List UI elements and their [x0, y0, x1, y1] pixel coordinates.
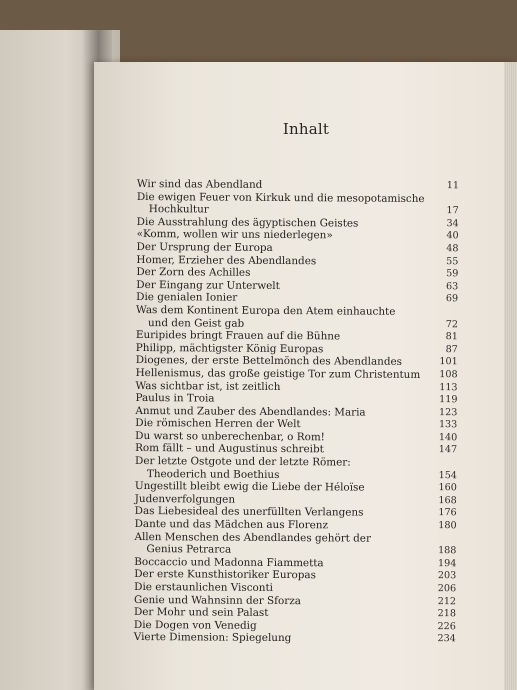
- toc-entry-title: [136, 266, 250, 279]
- toc-entry-title-line: «Komm, wollen wir uns niederlegen»: [136, 228, 333, 242]
- toc-entry-title-line: Paulus in Troia: [135, 392, 215, 405]
- toc-entry-page-number: 206: [437, 583, 457, 595]
- toc-entry-title: [134, 631, 292, 645]
- toc-entry-title: [136, 379, 281, 393]
- toc-entry-title-line: Genius Petrarca: [146, 543, 232, 556]
- toc-entry-page-number: 55: [446, 255, 459, 267]
- toc-entry-title-line: Die Ausstrahlung des ägyptischen Geistes: [136, 215, 359, 230]
- toc-entry-page-number: 180: [438, 520, 457, 532]
- toc-entry-page-number: 194: [437, 557, 457, 570]
- toc-entry-page-number: 168: [438, 494, 457, 507]
- toc-entry-page-number: 113: [439, 381, 458, 393]
- page-edges: [504, 62, 517, 690]
- toc-entry-title-line: Die römischen Herren der Welt: [135, 417, 301, 431]
- toc-entry-page-number: 48: [446, 243, 459, 255]
- toc-entry-title-line: Hochkultur: [148, 203, 209, 216]
- toc-entry-page-number: 87: [445, 343, 458, 355]
- toc-entry: [137, 191, 459, 218]
- toc-entry-title-line: Theoderich und Boethius: [146, 467, 280, 481]
- toc-entry-title-line: Wir sind das Abendland: [136, 178, 263, 191]
- toc-entry-page-number: 72: [445, 318, 459, 330]
- toc-entry-page-number: 11: [446, 180, 459, 192]
- toc-entry-title-line: Judenverfolgungen: [134, 492, 236, 506]
- toc-entry-title-line: Boccaccio und Madonna Fiammetta: [134, 555, 324, 570]
- toc-entry-title-line: Anmut und Zauber des Abendlandes: Maria: [135, 404, 366, 419]
- toc-entry-page-number: 188: [438, 545, 457, 557]
- toc-entry-page-number: 140: [438, 431, 458, 444]
- toc-entry-title-line: Die genialen Ionier: [136, 291, 238, 305]
- toc-entry-title: [134, 606, 269, 620]
- toc-entry-title: [134, 594, 301, 608]
- toc-entry-title-line: Vierte Dimension: Spiegelung: [133, 631, 292, 645]
- toc-entry-page-number: 154: [438, 469, 457, 481]
- toc-entry-page-number: 34: [446, 217, 459, 230]
- toc-entry-page-number: 119: [439, 394, 458, 406]
- toc-entry-title-line: Hellenismus, das große geistige Tor zum Christentum: [135, 366, 421, 381]
- toc-entry-title-line: Genie und Wahnsinn der Sforza: [134, 593, 301, 607]
- toc-entry-title: [136, 279, 280, 293]
- toc-entry-page-number: 17: [446, 205, 459, 217]
- toc-entry-title: [135, 455, 351, 482]
- toc-entry-title-line: Die erstaunlichen Visconti: [134, 580, 274, 594]
- toc-entry-title-line: Das Liebesideal des unerfüllten Verlangens: [134, 505, 364, 520]
- toc-entry-title: [137, 178, 262, 191]
- toc-entry-page-number: 212: [437, 595, 457, 607]
- toc-entry-title: [134, 568, 316, 582]
- toc-entry-page-number: 81: [445, 331, 458, 343]
- toc-entry: [135, 455, 457, 482]
- toc-entry-page-number: 63: [445, 280, 459, 292]
- toc-entry-title: [135, 392, 214, 405]
- toc-entry: [136, 304, 458, 331]
- toc-entry-page-number: 160: [438, 482, 457, 494]
- toc-entry-title-line: Was sichtbar ist, ist zeitlich: [135, 379, 281, 393]
- toc-entry-title-line: Der Zorn des Achilles: [136, 266, 251, 279]
- toc-entry-title-line: Der Eingang zur Unterwelt: [136, 278, 280, 292]
- toc-entry-page-number: 218: [437, 608, 457, 620]
- toc-entry-title: [134, 619, 257, 632]
- toc-entry-title-line: Euripides bringt Frauen auf die Bühne: [135, 329, 341, 343]
- toc-entry-page-number: 147: [438, 444, 458, 456]
- table-of-contents: [134, 178, 459, 646]
- toc-entry-title-line: Der Ursprung der Europa: [136, 240, 273, 254]
- toc-entry-title-line: Dante und das Mädchen aus Florenz: [134, 518, 329, 532]
- toc-entry-title: [136, 241, 272, 255]
- toc-entry-title-line: Der letzte Ostgote und der letzte Römer:: [134, 455, 351, 469]
- toc-entry-title: [136, 254, 316, 268]
- toc-entry: [134, 531, 456, 558]
- toc-entry-title-line: und den Geist gab: [147, 316, 245, 330]
- toc-entry-page-number: 40: [446, 230, 459, 242]
- toc-entry-title: [134, 581, 273, 595]
- toc-entry-title-line: Der erste Kunsthistoriker Europas: [134, 568, 316, 582]
- page-title: Inhalt: [282, 120, 330, 138]
- toc-entry-page-number: 108: [439, 369, 458, 381]
- toc-entry-title-line: Homer, Erzieher des Abendlandes: [136, 253, 317, 267]
- toc-entry-title-line: Philipp, mächtigster König Europas: [135, 341, 324, 356]
- toc-entry: [134, 631, 456, 646]
- toc-entry-page-number: 133: [438, 419, 458, 431]
- toc-entry-title: [135, 493, 235, 506]
- toc-entry-title: [136, 190, 425, 218]
- toc-entry-title-line: Was dem Kontinent Europa den Atem einhauchte: [136, 303, 396, 318]
- toc-entry-title-line: Die ewigen Feuer von Kirkuk und die mesopotamische: [136, 190, 425, 205]
- toc-entry-title: [136, 291, 237, 304]
- toc-entry-title-line: Du warst so unberechenbar, o Rom!: [135, 429, 325, 444]
- toc-entry-page-number: 101: [439, 356, 458, 368]
- toc-entry-title: [134, 531, 371, 558]
- toc-entry-page-number: 234: [437, 633, 456, 645]
- toc-entry-page-number: 69: [445, 293, 459, 305]
- toc-entry-page-number: 176: [438, 507, 457, 519]
- toc-entry-title-line: Ungestillt bleibt ewig die Liebe der Héloïse: [134, 480, 365, 494]
- toc-entry-page-number: 59: [446, 268, 459, 280]
- toc-entry-title: [136, 304, 396, 331]
- toc-entry-title-line: Rom fällt – und Augustinus schreibt: [135, 442, 324, 456]
- toc-entry-title-line: Der Mohr und sein Palast: [133, 606, 269, 620]
- toc-entry-page-number: 123: [439, 406, 458, 418]
- toc-entry-page-number: 226: [437, 620, 456, 633]
- toc-entry-title: [135, 417, 300, 431]
- toc-entry-title-line: Diogenes, der erste Bettelmönch des Abendlandes: [135, 354, 403, 369]
- toc-entry-title-line: Die Dogen von Venedig: [133, 618, 257, 632]
- toc-entry-title-line: Allen Menschen des Abendlandes gehört der: [134, 530, 371, 545]
- toc-entry-page-number: 203: [437, 570, 457, 582]
